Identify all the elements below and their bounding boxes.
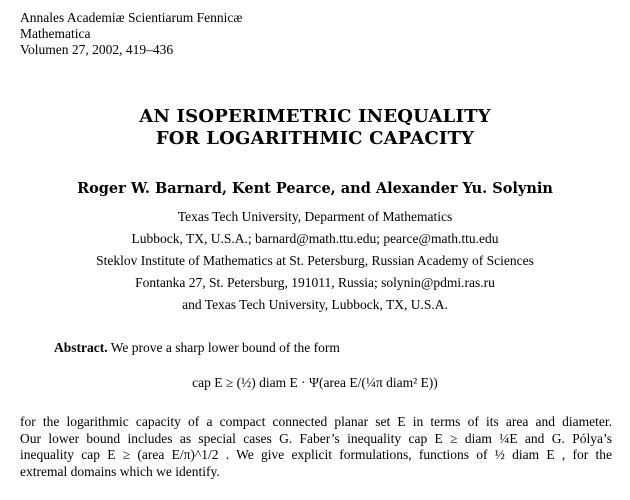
- paper-title: [0, 106, 630, 150]
- abstract-intro: [54, 340, 340, 356]
- affiliation-texas-tech: [0, 206, 630, 250]
- abstract-intro-text: We prove a sharp lower bound of the form: [110, 340, 340, 355]
- abstract-line: for the logarithmic capacity of a compact connected planar set E in terms of its area and diameter.: [20, 414, 612, 429]
- display-formula: cap E ≥ (½) diam E · Ψ(area E/(¼π diam² E)): [192, 375, 438, 390]
- affiliation-line: Lubbock, TX, U.S.A.; barnard@math.ttu.edu; pearce@math.ttu.edu: [131, 231, 499, 246]
- abstract-line: inequality cap E ≥ (area E/π)^1/2 . We give explicit formulations, functions of ½ diam E , for the: [20, 447, 612, 462]
- affiliation-line: Texas Tech University, Deparment of Mathematics: [177, 209, 453, 224]
- abstract-line: extremal domains which we identify.: [20, 463, 220, 479]
- abstract-label: Abstract.: [54, 340, 108, 355]
- abstract-body: [20, 414, 612, 480]
- abstract-line: Our lower bound includes as special cases G. Faber’s inequality cap E ≥ diam ¼E and G. Pólya’s: [20, 430, 612, 446]
- affiliation-line: and Texas Tech University, Lubbock, TX, U.S.A.: [182, 297, 448, 312]
- title-line-1: AN ISOPERIMETRIC INEQUALITY: [139, 106, 491, 127]
- journal-header: [20, 10, 242, 58]
- authors: Roger W. Barnard, Kent Pearce, and Alexander Yu. Solynin: [77, 180, 553, 197]
- affiliation-line: Fontanka 27, St. Petersburg, 191011, Russia; solynin@pdmi.ras.ru: [135, 275, 495, 290]
- title-line-2: FOR LOGARITHMIC CAPACITY: [155, 128, 475, 149]
- affiliation-steklov: [0, 250, 630, 316]
- journal-name: Annales Academiæ Scientiarum Fennicæ: [20, 10, 243, 25]
- journal-subject: Mathematica: [20, 26, 91, 41]
- journal-volume: Volumen 27, 2002, 419–436: [20, 42, 174, 57]
- affiliation-line: Steklov Institute of Mathematics at St. Petersburg, Russian Academy of Sciences: [96, 253, 534, 268]
